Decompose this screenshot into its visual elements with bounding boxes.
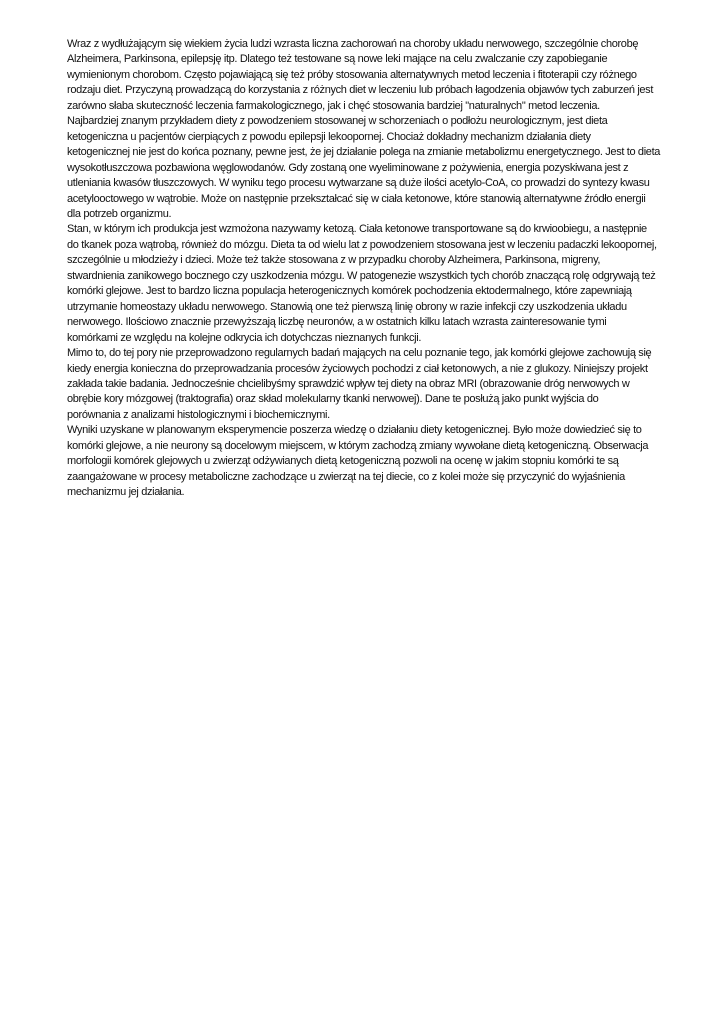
- text-line: kiedy energia konieczna do przeprowadzania procesów życiowych pochodzi z ciał ketonowych, a nie z glukozy. Niniejszy projekt: [67, 362, 648, 375]
- text-line: Alzheimera, Parkinsona, epilepsję itp. Dlatego też testowane są nowe leki mające na celu zwalczanie czy zapobieganie: [67, 53, 608, 66]
- text-line: acetylooctowego w wątrobie. Może on następnie przekształcać się w ciała ketonowe, które stanowią alternatywne źródło energii: [67, 192, 646, 205]
- text-line: Mimo to, do tej pory nie przeprowadzono regularnych badań mających na celu poznanie tego, jak komórki glejowe zachowują się: [67, 347, 652, 360]
- text-line: komórki glejowe. Jest to bardzo liczna populacja heterogenicznych komórek pochodzenia ektodermalnego, które zapewniają: [67, 285, 632, 298]
- text-line: utrzymanie homeostazy układu nerwowego. Stanowią one też pierwszą linię obrony w razie infekcji czy uszkodzenia układu: [67, 300, 627, 313]
- document-body: [67, 37, 687, 501]
- paragraph-project: [67, 346, 687, 423]
- text-line: wymienionym chorobom. Często pojawiającą się też próby stosowania alternatywnych metod leczenia i fitoterapii czy różnego: [67, 68, 637, 81]
- text-line: ketogenicznej nie jest do końca poznany, pewne jest, że jej działanie polega na zmianie metabolizmu energetycznego. Jest to dieta: [67, 146, 661, 159]
- text-line: Wyniki uzyskane w planowanym eksperymencie poszerza wiedzę o działaniu diety ketogenicznej. Było może dowiedzieć się to: [67, 424, 642, 437]
- text-line: ketogeniczna u pacjentów cierpiących z powodu epilepsji lekoopornej. Chociaż dokładny mechanizm działania diety: [67, 130, 591, 143]
- text-line: do tkanek poza wątrobą, również do mózgu. Dieta ta od wielu lat z powodzeniem stosowana jest w leczeniu padaczki lekoopornej,: [67, 238, 657, 251]
- text-line: Najbardziej znanym przykładem diety z powodzeniem stosowanej w schorzeniach o podłożu neurologicznym, jest dieta: [67, 115, 608, 128]
- text-line: szczególnie u młodzieży i dzieci. Może też także stosowana z w przypadku choroby Alzheimera, Parkinsona, migreny,: [67, 254, 601, 267]
- text-line: wysokotłuszczowa pozbawiona węglowodanów. Gdy zostaną one wyeliminowane z pożywienia, energia pozyskiwana jest z: [67, 161, 629, 174]
- text-line: obrębie kory mózgowej (traktografia) oraz skład molekularny tkanki nerwowej). Dane te posłużą jako punkt wyjścia do: [67, 393, 599, 406]
- paragraph-ketogenic-diet: [67, 114, 687, 222]
- text-line: dla potrzeb organizmu.: [67, 207, 172, 220]
- text-line: zaangażowane w procesy metaboliczne zachodzące u zwierząt na tej diecie, co z kolei może się przyczynić do wyjaśnienia: [67, 470, 625, 483]
- text-line: porównania z analizami histologicznymi i biochemicznymi.: [67, 408, 330, 421]
- text-line: komórkami ze względu na kolejne odkrycia ich dotychczas nieznanych funkcji.: [67, 331, 422, 344]
- text-line: nerwowego. Ilościowo znacznie przewyższają liczbę neuronów, a w ostatnich kilku latach wzrasta zainteresowanie tymi: [67, 316, 607, 329]
- text-line: utleniania kwasów tłuszczowych. W wyniku tego procesu wytwarzane są duże ilości acetylo-CoA, co prowadzi do syntezy kwasu: [67, 177, 650, 190]
- text-line: rodzaju diet. Przyczyną prowadzącą do korzystania z różnych diet w leczeniu lub próbach łagodzenia objawów tych zaburzeń jest: [67, 84, 654, 97]
- text-line: zarówno słaba skuteczność leczenia farmakologicznego, jak i chęć stosowania bardziej "naturalnych" metod leczenia.: [67, 99, 600, 112]
- text-line: zakłada takie badania. Jednocześnie chcielibyśmy sprawdzić wpływ tej diety na obraz MRI (obrazowanie dróg nerwowych w: [67, 377, 630, 390]
- paragraph-ketosis: [67, 222, 687, 346]
- text-line: stwardnienia zanikowego bocznego czy uszkodzenia mózgu. W patogenezie wszystkich tych chorób znaczącą rolę odgrywają też: [67, 269, 656, 282]
- text-line: Stan, w którym ich produkcja jest wzmożona nazywamy ketozą. Ciała ketonowe transportowane są do krwioobiegu, a następnie: [67, 223, 647, 236]
- paragraph-results: [67, 423, 687, 500]
- text-line: morfologii komórek glejowych u zwierząt odżywianych dietą ketogeniczną pozwoli na ocenę w jakim stopniu komórki te są: [67, 455, 619, 468]
- text-line: Wraz z wydłużającym się wiekiem życia ludzi wzrasta liczna zachorowań na choroby układu nerwowego, szczególnie chorobę: [67, 38, 639, 50]
- text-line: mechanizmu jej działania.: [67, 486, 185, 499]
- paragraph-intro: [67, 37, 687, 114]
- text-line: komórki glejowe, a nie neurony są docelowym miejscem, w którym zachodzą zmiany wywołane dietą ketogeniczną. Obserwacja: [67, 439, 649, 452]
